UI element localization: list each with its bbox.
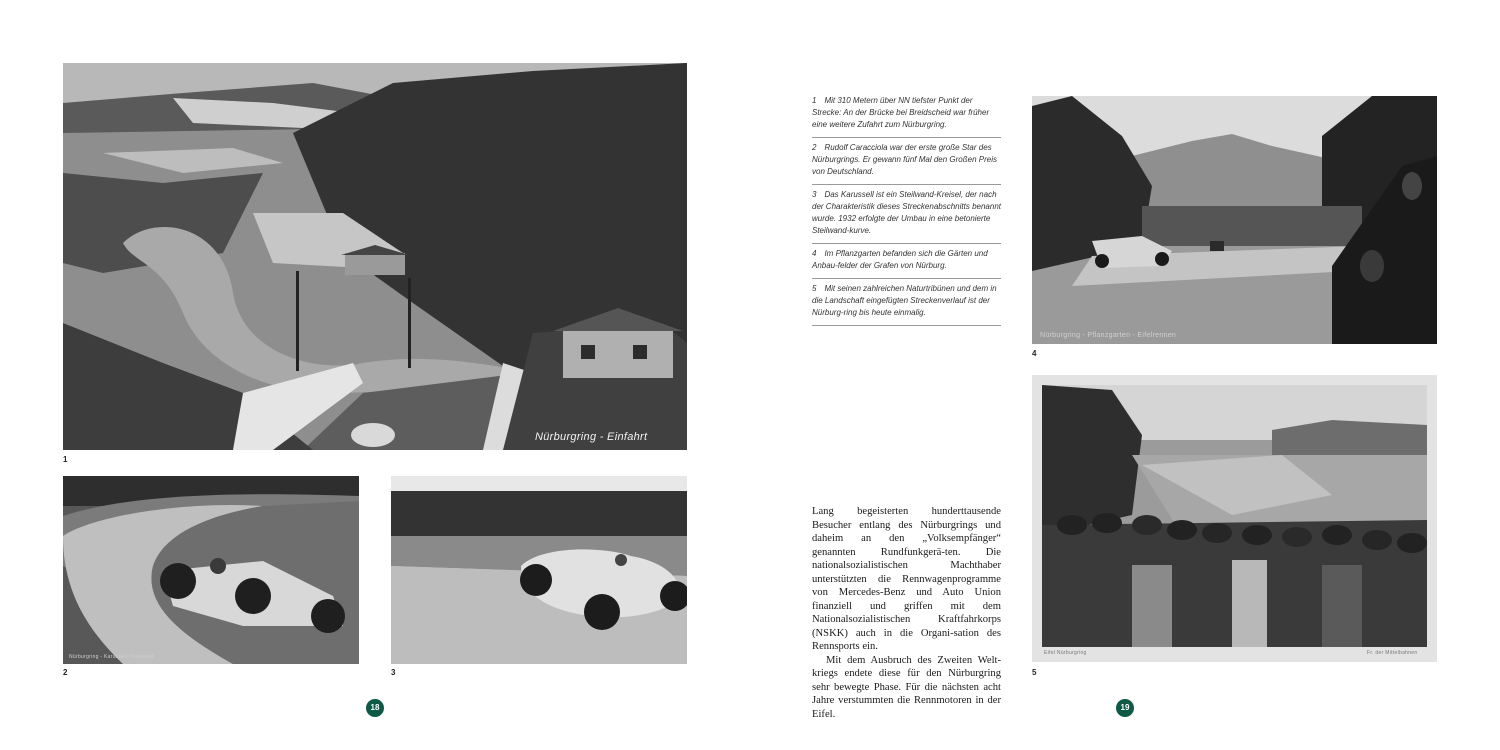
footnote-3 xyxy=(812,185,1001,244)
footnotes xyxy=(812,91,1001,326)
footnote-text: Mit 310 Metern über NN tiefster Punkt der Strecke: An der Brücke bei Breidscheid war früher eine weitere Zufahrt zum Nürburgring. xyxy=(812,96,990,129)
photo-4-caption: Nürburgring - Pflanzgarten - Eifelrennen xyxy=(1040,332,1177,339)
photo-2-caption: Nürburgring - Karussell-Steilwand xyxy=(69,654,154,660)
photo-5-image xyxy=(1032,375,1437,662)
footnote-1 xyxy=(812,91,1001,138)
footnote-number: 2 xyxy=(812,143,817,152)
figure-number-1: 1 xyxy=(63,455,68,464)
footnote-number: 1 xyxy=(812,96,817,105)
photo-5-spectators xyxy=(1032,375,1437,662)
footnote-text: Rudolf Caracciola war der erste große Star des Nürburgrings. Er gewann fünf Mal den Großen Preis von Deutschland. xyxy=(812,143,997,176)
photo-1-nuerburgring-entrance xyxy=(63,63,687,450)
figure-number-5: 5 xyxy=(1032,668,1037,677)
footnote-2 xyxy=(812,138,1001,185)
photo-3-image xyxy=(391,476,687,664)
page-number-left: 18 xyxy=(366,699,384,717)
photo-4-pflanzgarten xyxy=(1032,96,1437,344)
photo-5-caption-right: Fr. der Mittelbahnen xyxy=(1367,650,1418,656)
figure-number-2: 2 xyxy=(63,668,68,677)
footnote-text: Das Karussell ist ein Steilwand-Kreisel, der nach der Charakteristik dieses Streckenabschnitts benannt wurde. 1932 erfolgte der Umbau in eine betonierte Steilwand-kurve. xyxy=(812,190,1001,235)
photo-1-image xyxy=(63,63,687,450)
photo-2-image xyxy=(63,476,359,664)
footnote-text: Mit seinen zahlreichen Naturtribünen und dem in die Landschaft eingefügten Streckenverlauf ist der Nürburg-ring bis heute einmalig. xyxy=(812,284,997,317)
footnote-4 xyxy=(812,244,1001,279)
photo-5-caption-left: Eifel Nürburgring xyxy=(1044,650,1087,656)
photo-4-image xyxy=(1032,96,1437,344)
photo-2-banked-curve xyxy=(63,476,359,664)
photo-1-caption: Nürburgring - Einfahrt xyxy=(535,431,648,443)
body-paragraph-1: Lang begeisterten hunderttausende Besucher entlang des Nürburgrings und daheim an den „Volksempfänger“ genannten Rundfunkgerä-ten. Die nationalsozialistischen Machthaber unterstützten die Rennwagenprogramme von Mercedes-Benz und Auto Union finanziell und griffen mit dem Nationalsozialistischen Kraftfahrkorps (NSKK) auch in die Organi-sation des Rennsports ein. xyxy=(812,506,1001,652)
footnote-5 xyxy=(812,279,1001,326)
footnote-number: 3 xyxy=(812,190,817,199)
photo-3-race-car xyxy=(391,476,687,664)
footnote-number: 4 xyxy=(812,249,817,258)
body-text xyxy=(812,505,1001,721)
body-paragraph-2: Mit dem Ausbruch des Zweiten Welt-kriegs endete diese für den Nürburgring sehr bewegte Phase. Für die nächsten acht Jahre verstummten die Rennmotoren in der Eifel. xyxy=(812,654,1001,720)
footnote-number: 5 xyxy=(812,284,817,293)
figure-number-4: 4 xyxy=(1032,349,1037,358)
figure-number-3: 3 xyxy=(391,668,396,677)
page-number-right: 19 xyxy=(1116,699,1134,717)
footnote-text: Im Pflanzgarten befanden sich die Gärten und Anbau-felder der Grafen von Nürburg. xyxy=(812,249,988,270)
